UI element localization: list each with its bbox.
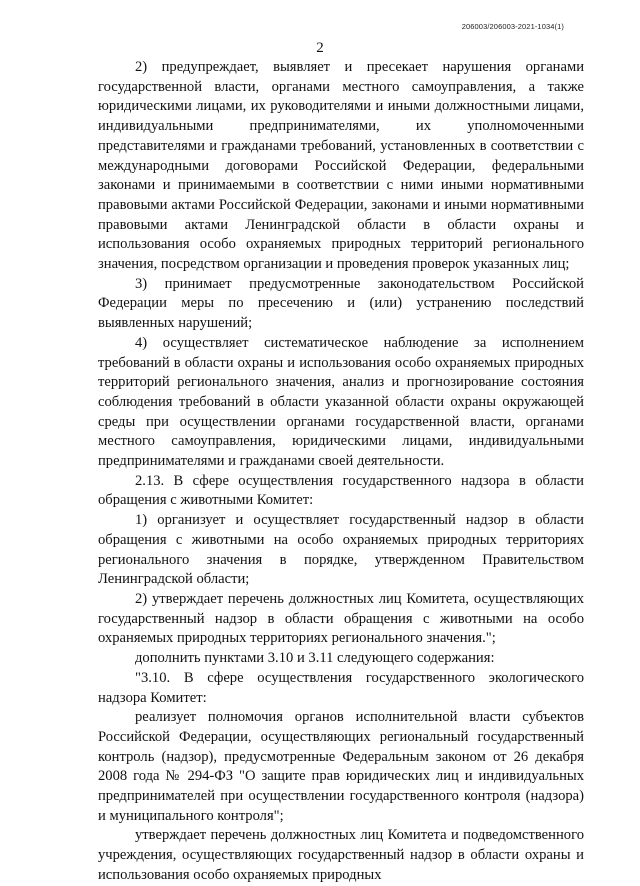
page-number: 2: [316, 40, 324, 56]
paragraph-item-4-monitoring: 4) осуществляет систематическое наблюдение за исполнением требований в области охраны и использования особо охраняемых природных территорий регионального значения, анализ и прогнозирование состояния соблюдения требований в области указанной области охраны окружающей среды при осуществлении органами государственной власти, органами местного самоуправления, юридическими лицами, индивидуальными предпринимателями и гражданами своей деятельности.: [98, 334, 584, 470]
paragraph-clause-3-10: "3.10. В сфере осуществления государственного экологического надзора Комитет:: [98, 669, 584, 706]
paragraph-clause-2-13: 2.13. В сфере осуществления государственного надзора в области обращения с животными Комитет:: [98, 472, 584, 509]
paragraph-item-2-prevents-violations: 2) предупреждает, выявляет и пресекает нарушения органами государственной власти, органами местного самоуправления, а также юридическими лицами, их руководителями и иными должностными лицами, индивидуальными предпринимателями, их уполномоченными представителями и гражданами требований, установленных в соответствии с международными договорами Российской Федерации, федеральными законами и принимаемыми в соответствии с ними иными нормативными правовыми актами Российской Федерации, законами и иными нормативными правовыми актами Ленинградской области в области охраны и использования особо охраняемых природных территорий регионального значения, посредством организации и проведения проверок указанных лиц;: [98, 59, 584, 273]
document-registration-code: 206003/206003-2021-1034(1): [461, 22, 564, 31]
document-body: [98, 58, 584, 886]
paragraph-clause-2-13-item-2: 2) утверждает перечень должностных лиц Комитета, осуществляющих государственный надзор в области обращения с животными на особо охраняемых природных территориях регионального значения.";: [98, 590, 584, 647]
paragraph-item-3-takes-measures: 3) принимает предусмотренные законодательством Российской Федерации меры по пресечению и (или) устранению последствий выявленных нарушений;: [98, 275, 584, 332]
paragraph-clause-2-13-item-1: 1) организует и осуществляет государственный надзор в области обращения с животными на особо охраняемых природных территориях регионального значения в порядке, утвержденном Правительством Ленинградской области;: [98, 512, 584, 588]
paragraph-amendment-intro: дополнить пунктами 3.10 и 3.11 следующего содержания:: [135, 650, 495, 667]
paragraph-clause-3-10-powers: реализует полномочия органов исполнительной власти субъектов Российской Федерации, осуществляющих региональный государственный контроль (надзор), предусмотренные Федеральным законом от 26 декабря 2008 года № 294-ФЗ "О защите прав юридических лиц и индивидуальных предпринимателей при осуществлении государственного контроля (надзора) и муниципального контроля";: [98, 709, 584, 824]
paragraph-clause-3-10-approves-list: утверждает перечень должностных лиц Комитета и подведомственного учреждения, осуществляющих государственный надзор в области охраны и использования особо охраняемых природных: [98, 827, 584, 883]
